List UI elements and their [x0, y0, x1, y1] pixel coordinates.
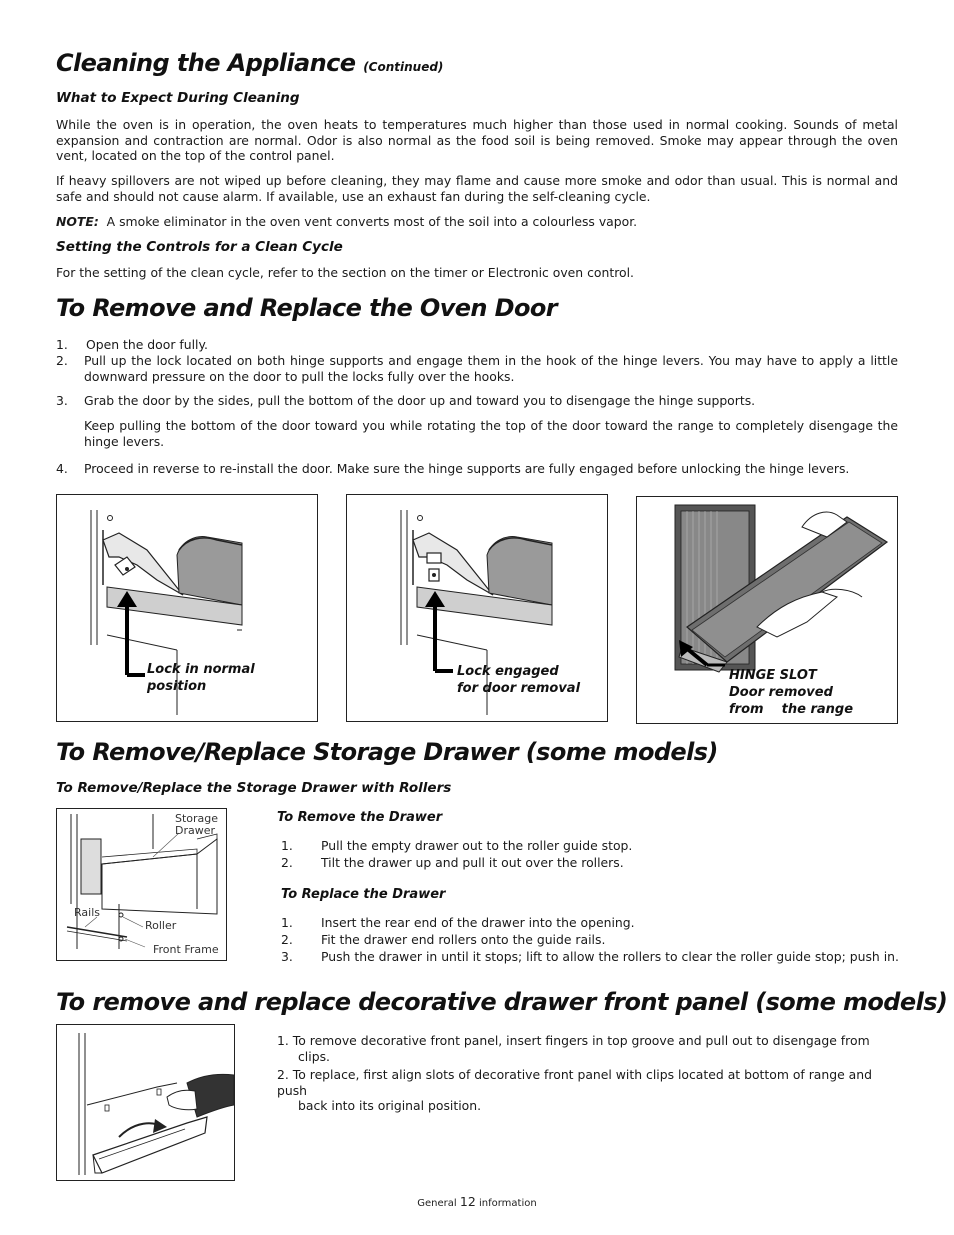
figure-caption: [457, 663, 580, 697]
step-text: Push the drawer in until it stops; lift to allow the rollers to clear the roller guide stop; push in.: [321, 949, 899, 964]
step-text: Pull up the lock located on both hinge supports and engage them in the hook of the hinge levers. You may have to apply a little downward pressure on the door to pull the locks fully over the hooks.: [84, 353, 898, 384]
footer-left: General: [417, 1198, 457, 1209]
step-number: 2.: [56, 353, 68, 368]
panel-step-1: [277, 1033, 897, 1064]
figure-door-removed: [636, 496, 898, 724]
step-number: 2.: [281, 855, 293, 870]
caption-line: from the range: [729, 702, 854, 717]
page-number: 12: [459, 1194, 476, 1209]
figure-caption: [147, 661, 255, 695]
caption-line: Door removed: [729, 685, 833, 700]
step-text: Pull the empty drawer out to the roller guide stop.: [321, 838, 633, 853]
step-text: 2. To replace, first align slots of decorative front panel with clips located at bottom of range and push: [277, 1067, 872, 1098]
step-number: 1.: [281, 838, 293, 853]
subheading-setting-controls: Setting the Controls for a Clean Cycle: [56, 239, 343, 255]
step-number: 4.: [56, 461, 68, 476]
step-3-continued: Keep pulling the bottom of the door toward you while rotating the top of the door toward the range to completely disengage the hinge levers.: [84, 418, 898, 449]
caption-line: position: [147, 679, 207, 694]
label-storage: Storage: [175, 812, 219, 825]
step-text: Insert the rear end of the drawer into the opening.: [321, 915, 635, 930]
caption-line: Lock engaged: [457, 664, 559, 679]
figure-lock-normal: [56, 494, 318, 722]
step-number: 3.: [56, 393, 68, 408]
step-number: 1.: [56, 337, 68, 352]
note: [56, 214, 898, 230]
paragraph-spillovers: If heavy spillovers are not wiped up before cleaning, they may flame and cause more smoke and odor than usual. This is normal and safe and should not cause alarm. If available, use an exhaust fan during the self-cleaning cycle.: [56, 173, 898, 204]
step-text: Fit the drawer end rollers onto the guide rails.: [321, 932, 606, 947]
step-text: Tilt the drawer up and pull it out over the rollers.: [321, 855, 624, 870]
step-text-continued: back into its original position.: [298, 1098, 482, 1114]
step-text: Open the door fully.: [86, 337, 208, 352]
replace-step-2: [281, 932, 605, 948]
step-text-continued: clips.: [298, 1048, 330, 1064]
front-panel-illustration: [57, 1025, 234, 1180]
section-title-oven-door: To Remove and Replace the Oven Door: [56, 294, 557, 322]
replace-step-3: [281, 949, 899, 965]
footer-right: information: [478, 1198, 537, 1209]
remove-step-1: [281, 838, 632, 854]
paragraph-operation: While the oven is in operation, the oven heats to temperatures much higher than those used in normal cooking. Sounds of metal expansion and contraction are normal. Odor is also normal as the food soil is being removed. Smoke may appear through the oven vent, located on the top of the control panel.: [56, 117, 898, 164]
label-roller: Roller: [145, 919, 177, 932]
step-1: [56, 337, 898, 353]
figure-lock-engaged: [346, 494, 608, 722]
panel-step-2: [277, 1067, 897, 1114]
label-front-frame: Front Frame: [153, 943, 219, 956]
label-drawer: Drawer: [175, 824, 216, 837]
figure-caption: [729, 667, 853, 718]
step-text: Proceed in reverse to re-install the door. Make sure the hinge supports are fully engaged before unlocking the hinge levers.: [84, 461, 850, 476]
paragraph-clean-cycle: For the setting of the clean cycle, refer to the section on the timer or Electronic oven control.: [56, 265, 634, 280]
figure-storage-drawer: [56, 808, 227, 961]
replace-step-1: [281, 915, 635, 931]
section-title-front-panel: To remove and replace decorative drawer front panel (some models): [56, 988, 948, 1016]
step-3: [56, 393, 898, 409]
subheading-what-to-expect: What to Expect During Cleaning: [56, 90, 300, 106]
subheading-drawer-rollers: To Remove/Replace the Storage Drawer with Rollers: [56, 780, 452, 796]
step-text: Grab the door by the sides, pull the bottom of the door up and toward you to disengage the hinge supports.: [84, 393, 756, 408]
section-title-cleaning: [56, 49, 443, 77]
page-footer: [0, 1194, 954, 1209]
label-rails: Rails: [74, 906, 100, 919]
step-2: [56, 353, 898, 384]
label-storage-drawer: [175, 813, 218, 837]
caption-line: HINGE SLOT: [729, 668, 817, 683]
subheading-replace-drawer: To Replace the Drawer: [281, 887, 446, 902]
subheading-remove-drawer: To Remove the Drawer: [277, 810, 443, 825]
caption-line: Lock in normal: [147, 662, 255, 677]
caption-line: for door removal: [457, 681, 581, 696]
step-number: 1.: [281, 915, 293, 930]
step-number: 3.: [281, 949, 293, 964]
step-text: 1. To remove decorative front panel, insert fingers in top groove and pull out to disengage from: [277, 1033, 870, 1048]
remove-step-2: [281, 855, 624, 871]
note-label: NOTE:: [56, 214, 99, 229]
figure-front-panel: [56, 1024, 235, 1181]
title-suffix: (Continued): [363, 60, 444, 74]
step-number: 2.: [281, 932, 293, 947]
title-text: Cleaning the Appliance: [56, 49, 356, 77]
section-title-storage-drawer: To Remove/Replace Storage Drawer (some models): [56, 738, 718, 766]
note-text: A smoke eliminator in the oven vent converts most of the soil into a colourless vapor.: [106, 214, 638, 229]
step-4: [56, 461, 898, 477]
